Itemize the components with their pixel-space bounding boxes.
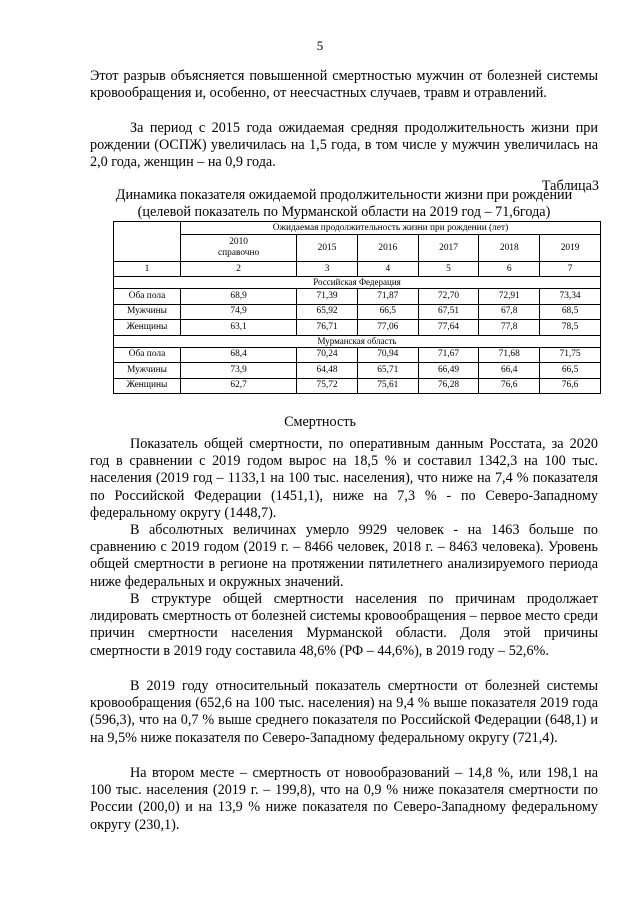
table-cell: 68,9 <box>181 289 297 305</box>
body-paragraph-4: В 2019 году относительный показатель смертности от болезней системы кровообращения (652,6 на 100 тыс. населения) на 9,4 % выше показателя 2019 года (596,3), что на 0,7 % выше среднего показателя по Российской Федерации (648,1) и на 9,5% ниже показателя по Северо-Западному федеральному округу (721,4). <box>90 678 598 746</box>
section-title: Смертность <box>284 414 356 430</box>
table-cell: 70,24 <box>297 347 358 363</box>
table-title-line-1: Динамика показателя ожидаемой продолжительности жизни при рождении <box>115 187 573 203</box>
table-cell: 66,49 <box>418 363 479 379</box>
table-cell: 71,39 <box>297 289 358 305</box>
table-cell: 78,5 <box>540 320 601 336</box>
table-title-line-2: (целевой показатель по Мурманской области на 2019 год – 71,6года) <box>137 203 551 220</box>
row-label: Женщины <box>114 378 181 394</box>
row-label: Мужчины <box>114 363 181 379</box>
table-cell: 76,28 <box>418 378 479 394</box>
table-cell: 71,67 <box>418 347 479 363</box>
corner-cell <box>114 222 181 262</box>
row-label: Оба пола <box>114 347 181 363</box>
table-cell: 75,61 <box>357 378 418 394</box>
table-row <box>114 289 601 305</box>
column-number: 3 <box>297 262 358 277</box>
year-2010-note: справочно <box>217 248 260 258</box>
table-cell: 68,5 <box>540 304 601 320</box>
row-label: Женщины <box>114 320 181 336</box>
table-cell: 66,5 <box>357 304 418 320</box>
section-header-russia: Российская Федерация <box>114 277 601 289</box>
table-label: Таблица3 <box>541 178 599 194</box>
section-header-murmansk: Мурманская область <box>114 335 601 347</box>
header-year: 2018 <box>479 235 540 262</box>
table-cell: 65,92 <box>297 304 358 320</box>
table-row <box>114 347 601 363</box>
table-cell: 70,94 <box>357 347 418 363</box>
table-cell: 73,9 <box>181 363 297 379</box>
table-cell: 73,34 <box>540 289 601 305</box>
table-row <box>114 363 601 379</box>
column-number: 5 <box>418 262 479 277</box>
column-number: 4 <box>357 262 418 277</box>
column-number: 2 <box>181 262 297 277</box>
table-cell: 77,06 <box>357 320 418 336</box>
table-cell: 76,6 <box>479 378 540 394</box>
table-title <box>90 187 598 220</box>
life-expectancy-table <box>113 221 601 394</box>
table-cell: 64,48 <box>297 363 358 379</box>
body-paragraph-3: В структуре общей смертности населения по причинам продолжает лидировать смертность от болезней системы кровообращения – первое место среди причин смертности населения Мурманской области. Доля этой причины смертности в 2019 году составила 48,6% (РФ – 44,6%), в 2019 году – 52,6%. <box>90 591 598 659</box>
body-paragraph-5: На втором месте – смертность от новообразований – 14,8 %, или 198,1 на 100 тыс. населения (2019 г. – 199,8), что на 0,9 % ниже показателя смертности по России (200,0) и на 13,9 % ниже показателя по Северо-Западному федеральному округу (230,1). <box>90 765 598 833</box>
table-row <box>114 304 601 320</box>
page-number: 5 <box>316 38 324 53</box>
body-paragraph-2: В абсолютных величинах умерло 9929 человек - на 1463 больше по сравнению с 2019 годом (2019 г. – 8466 человек, 2018 г. – 8463 человека). Уровень общей смертности в регионе на протяжении пятилетнего анализируемого периода ниже федеральных и окружных значений. <box>90 522 598 590</box>
header-year: 2015 <box>297 235 358 262</box>
column-number: 7 <box>540 262 601 277</box>
table-row <box>114 320 601 336</box>
header-year: 2019 <box>540 235 601 262</box>
table-cell: 63,1 <box>181 320 297 336</box>
table-cell: 67,8 <box>479 304 540 320</box>
intro-paragraph-2: За период с 2015 года ожидаемая средняя продолжительность жизни при рождении (ОСПЖ) увеличилась на 1,5 года, в том числе у мужчин увеличилась на 2,0 года, женщин – на 0,9 года. <box>90 120 598 171</box>
header-year-2010 <box>181 235 297 262</box>
year-2010-label: 2010 <box>229 237 248 247</box>
table-cell: 77,8 <box>479 320 540 336</box>
table-cell: 66,4 <box>479 363 540 379</box>
table-cell: 65,71 <box>357 363 418 379</box>
table-row <box>114 378 601 394</box>
table-cell: 74,9 <box>181 304 297 320</box>
table-cell: 75,72 <box>297 378 358 394</box>
table-cell: 72,70 <box>418 289 479 305</box>
table-cell: 67,51 <box>418 304 479 320</box>
header-year: 2016 <box>357 235 418 262</box>
header-group-cell: Ожидаемая продолжительность жизни при рождении (лет) <box>181 222 601 235</box>
table-cell: 71,68 <box>479 347 540 363</box>
intro-paragraph-1: Этот разрыв объясняется повышенной смертностью мужчин от болезней системы кровообращения и, особенно, от неесчастных случаев, травм и отравлений. <box>90 68 598 102</box>
table-cell: 66,5 <box>540 363 601 379</box>
header-year: 2017 <box>418 235 479 262</box>
row-label: Оба пола <box>114 289 181 305</box>
table-cell: 77,64 <box>418 320 479 336</box>
table-cell: 76,71 <box>297 320 358 336</box>
table-cell: 71,87 <box>357 289 418 305</box>
table-cell: 76,6 <box>540 378 601 394</box>
column-number: 1 <box>114 262 181 277</box>
column-number: 6 <box>479 262 540 277</box>
table-cell: 62,7 <box>181 378 297 394</box>
body-paragraph-1: Показатель общей смертности, по оперативным данным Росстата, за 2020 год в сравнении с 2019 годом вырос на 18,5 % и составил 1342,3 на 100 тыс. населения (2019 год – 1133,1 на 100 тыс. населения), что ниже на 7,4 % показателя по Российской Федерации (1451,1), ниже на 7,3 % - по Северо-Западному федеральному округу (1448,7). <box>90 436 598 521</box>
table-cell: 68,4 <box>181 347 297 363</box>
table-cell: 72,91 <box>479 289 540 305</box>
table-cell: 71,75 <box>540 347 601 363</box>
row-label: Мужчины <box>114 304 181 320</box>
